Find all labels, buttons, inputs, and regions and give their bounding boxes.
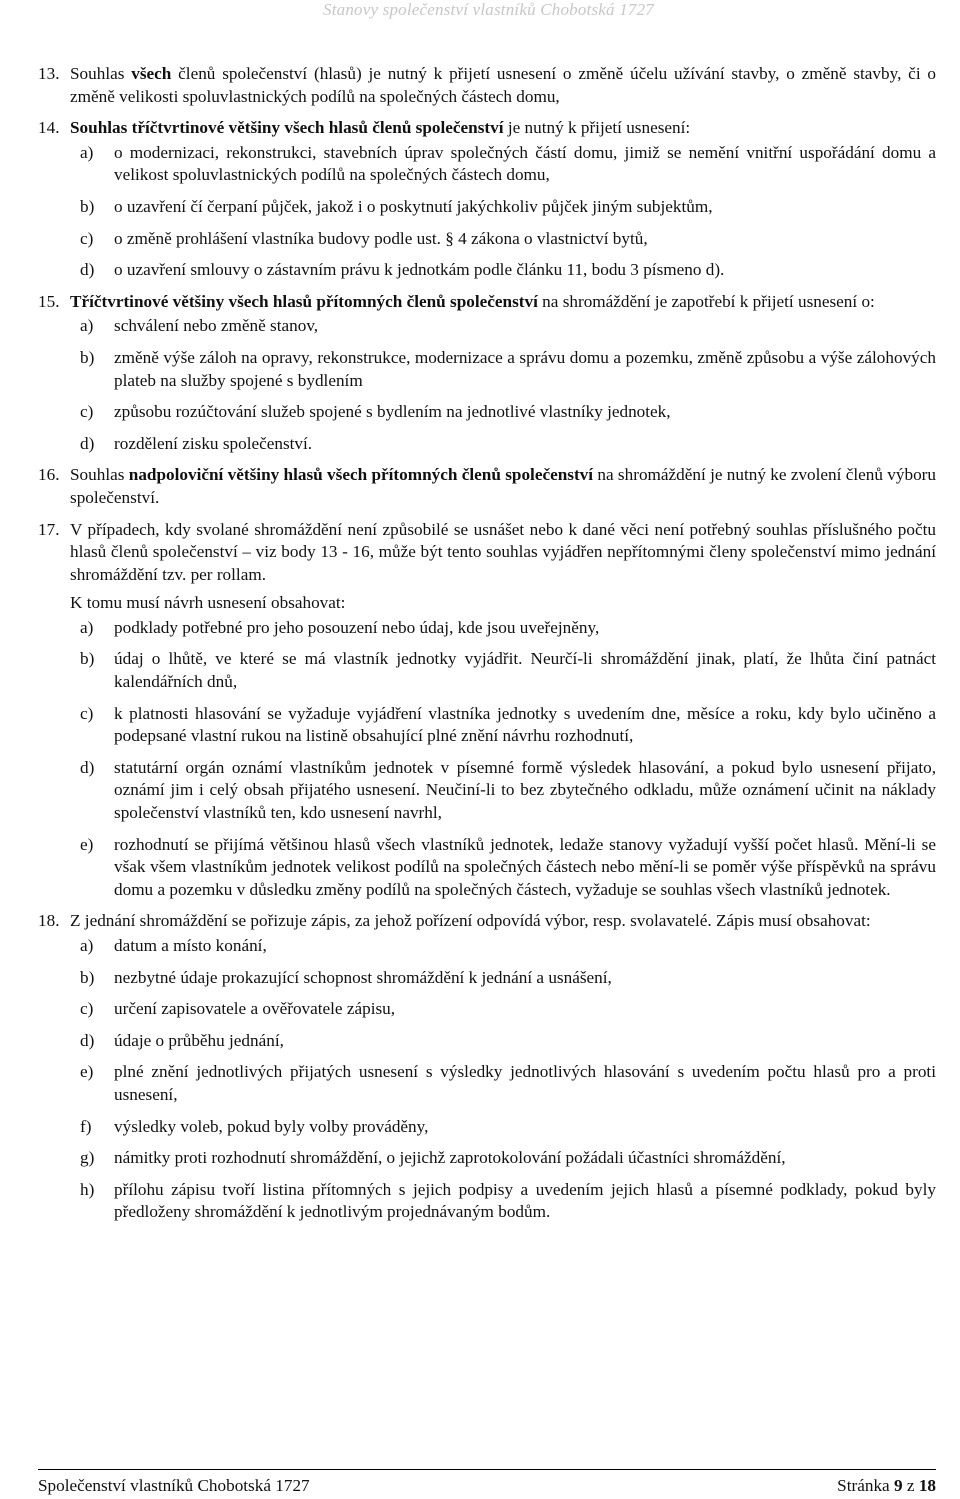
article-13 bbox=[38, 63, 936, 108]
sub-item-c: c) určení zapisovatele a ověřovatele zápisu, bbox=[80, 999, 396, 1019]
sub-item-b: b) údaj o lhůtě, ve které se má vlastník jednotky vyjádřit. Neurčí-li shromáždění jinak, platí, že lhůta činí patnáct kalendářních dnů, bbox=[80, 649, 936, 692]
sub-item-c: c) způsobu rozúčtování služeb spojené s bydlením na jednotlivé vlastníky jednotek, bbox=[80, 402, 671, 422]
article-14 bbox=[38, 117, 936, 282]
article-15 bbox=[38, 291, 936, 456]
item-number: 14. bbox=[38, 118, 60, 138]
item-text: Souhlas tříčtvrtinové většiny všech hlasů členů společenství je nutný k přijetí usnesení: bbox=[70, 118, 691, 138]
article-16 bbox=[38, 464, 936, 509]
sub-item-d: d) statutární orgán oznámí vlastníkům jednotek v písemné formě výsledek hlasování, a pokud bylo usnesení přijato, oznámí jim i celý obsah přijatého usnesení. Neučiní-li to bez zbytečného odkladu, může oznámení učinit na náklady společenství vlastníků ten, kdo usnesení navrhl, bbox=[80, 757, 936, 823]
sub-item-c: c) o změně prohlášení vlastníka budovy podle ust. § 4 zákona o vlastnictví bytů, bbox=[80, 228, 648, 248]
footer-title: Společenství vlastníků Chobotská 1727 bbox=[38, 1476, 310, 1495]
item-text: Tříčtvrtinové většiny všech hlasů přítomných členů společenství na shromáždění je zapotřebí k přijetí usnesení o: bbox=[70, 291, 875, 311]
sub-item-a: a) schválení nebo změně stanov, bbox=[80, 316, 319, 336]
page-counter: Stránka 9 z 18 bbox=[837, 1476, 936, 1495]
article-18 bbox=[38, 910, 936, 1224]
sub-item-g: g) námitky proti rozhodnutí shromáždění, o jejichž zaprotokolování požádali účastníci shromáždění, bbox=[80, 1148, 786, 1168]
sub-item-d: d) o uzavření smlouvy o zástavním právu k jednotkám podle článku 11, bodu 3 písmeno d). bbox=[80, 260, 725, 280]
item-number: 17. bbox=[38, 519, 60, 539]
item-text: Z jednání shromáždění se pořizuje zápis, za jehož pořízení odpovídá výbor, resp. svolavatelé. Zápis musí obsahovat: bbox=[70, 911, 871, 931]
sub-item-e: e) rozhodnutí se přijímá většinou hlasů všech vlastníků jednotek, ledaže stanovy vyžadují vyšší počet hlasů. Mění-li se však všem vlastníkům jednotek velikost podílů na společných částech nebo mění-li se poměr výše příspěvků na správu domu a pozemku v důsledku změny podílů na společných částech, vyžaduje se souhlas všech vlastníků jednotek. bbox=[80, 834, 936, 899]
item-intro: K tomu musí návrh usnesení obsahovat: bbox=[70, 593, 346, 613]
item-text: Souhlas všech členů společenství (hlasů) je nutný k přijetí usnesení o změně účelu užívání stavby, o změně stavby, či o změně velikosti spoluvlastnických podílů na společných částech domu, bbox=[70, 64, 936, 106]
sub-item-d: d) rozdělení zisku společenství. bbox=[80, 433, 313, 453]
sub-item-a: a) podklady potřebné pro jeho posouzení nebo údaj, kde jsou uveřejněny, bbox=[80, 617, 600, 637]
item-number: 15. bbox=[38, 291, 60, 311]
sub-item-f: f) výsledky voleb, pokud byly volby prováděny, bbox=[80, 1116, 429, 1136]
sub-item-e: e) plné znění jednotlivých přijatých usnesení s výsledky jednotlivých hlasování s uvedením počtu hlasů pro a proti usnesení, bbox=[80, 1062, 936, 1104]
article-17 bbox=[38, 519, 936, 902]
sub-item-b: b) o uzavření čí čerpaní půjček, jakož i o poskytnutí jakýchkoliv půjček jiným subjektům, bbox=[80, 196, 713, 216]
item-number: 16. bbox=[38, 465, 60, 485]
item-number: 13. bbox=[38, 64, 60, 83]
document-body bbox=[38, 63, 936, 1233]
sub-item-a: a) datum a místo konání, bbox=[80, 936, 267, 955]
sub-item-c: c) k platnosti hlasování se vyžaduje vyjádření vlastníka jednotky s uvedením dne, měsíce a roku, kdy bylo učiněno a podepsané vlastní rukou na listině obsahující plné znění návrhu rozhodnutí, bbox=[80, 703, 936, 746]
sub-item-b: b) změně výše záloh na opravy, rekonstrukce, modernizace a správu domu a pozemku, změně způsobu a výše zálohových plateb na služby spojené s bydlením bbox=[80, 347, 936, 390]
page-header: Stanovy společenství vlastníků Chobotská 1727 bbox=[323, 0, 654, 19]
sub-item-b: b) nezbytné údaje prokazující schopnost shromáždění k jednání a usnášení, bbox=[80, 967, 612, 987]
item-text: V případech, kdy svolané shromáždění není způsobilé se usnášet nebo k dané věci není potřebný souhlas příslušného počtu hlasů členů společenství – viz body 13 - 16, může být tento souhlas vyjádřen nepřítomnými členy společenství mimo jednání shromáždění tzv. per rollam. bbox=[70, 519, 936, 584]
item-number: 18. bbox=[38, 911, 60, 931]
item-text: Souhlas nadpoloviční většiny hlasů všech přítomných členů společenství na shromáždění je nutný ke zvolení členů výboru společenství. bbox=[70, 465, 936, 507]
sub-item-h: h) přílohu zápisu tvoří listina přítomných s jejich podpisy a uvedením jejich hlasů a písemné podklady, pokud byly předloženy shromáždění k jednotlivým projednávaným bodům. bbox=[80, 1179, 936, 1222]
sub-item-d: d) údaje o průběhu jednání, bbox=[80, 1030, 284, 1050]
footer-divider bbox=[38, 1469, 936, 1470]
sub-item-a: a) o modernizaci, rekonstrukci, stavebních úprav společných částí domu, jimiž se nemění vnitřní uspořádání domu a velikost spoluvlastnických podílů na společných částech domu, bbox=[80, 142, 936, 185]
